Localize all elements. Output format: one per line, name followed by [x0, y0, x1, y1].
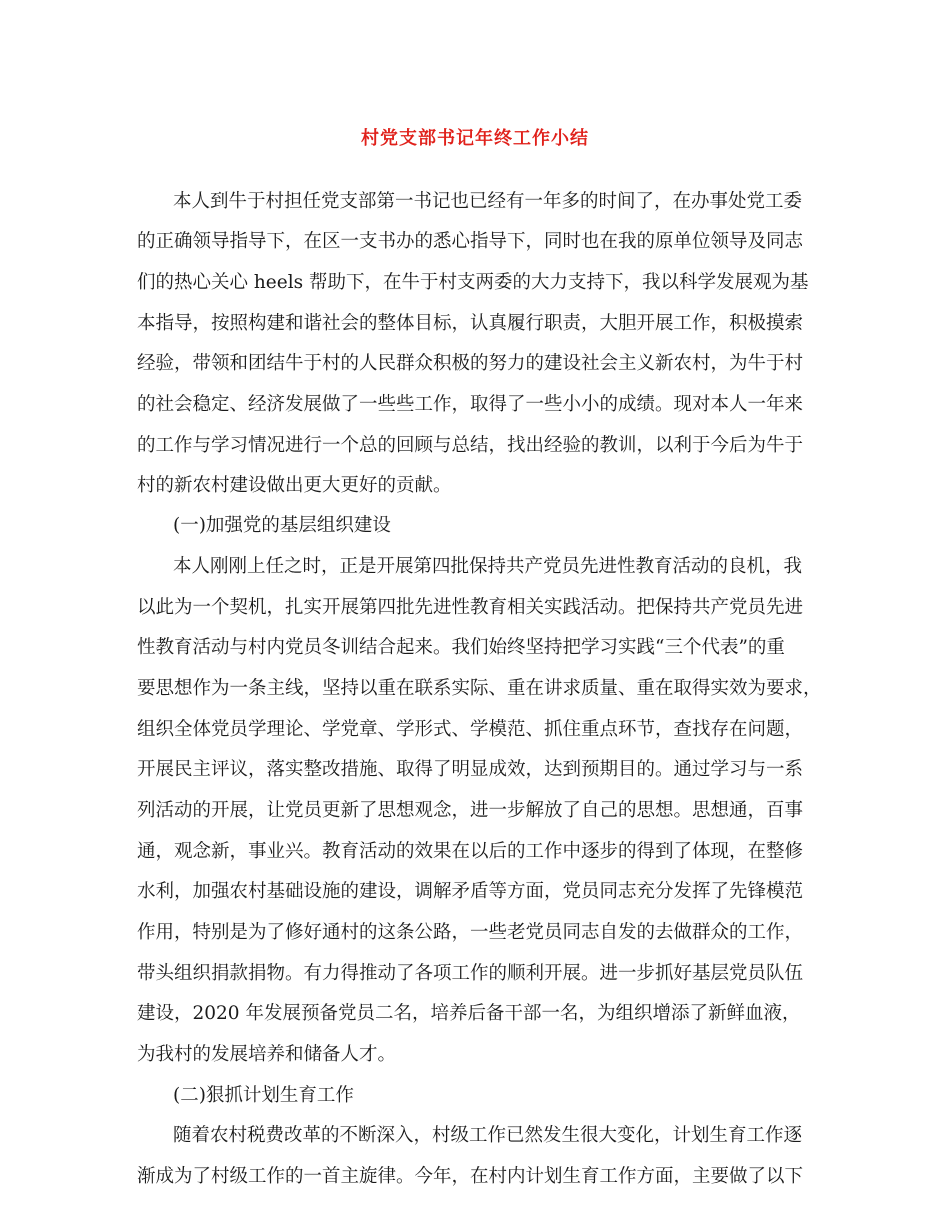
text-line: 经验，带领和团结牛于村的人民群众积极的努力的建设社会主义新农村，为牛于村	[137, 353, 804, 374]
text-line: 的社会稳定、经济发展做了一些些工作，取得了一些小小的成绩。现对本人一年来	[137, 394, 804, 415]
section-heading: (一)加强党的基层组织建设	[173, 515, 391, 536]
text-line: 本人到牛于村担任党支部第一书记也已经有一年多的时间了，在办事处党工委	[173, 191, 803, 212]
text-line: 组织全体党员学理论、学党章、学形式、学模范、抓住重点环节，查找存在问题，	[137, 719, 804, 740]
text-line: 随着农村税费改革的不断深入，村级工作已然发生很大变化，计划生育工作逐	[173, 1125, 803, 1146]
text-line: 要思想作为一条主线，坚持以重在联系实际、重在讲求质量、重在取得实效为要求，	[137, 678, 822, 699]
text-line: 列活动的开展，让党员更新了思想观念，进一步解放了自己的思想。思想通，百事	[137, 800, 804, 821]
text-line: 本指导，按照构建和谐社会的整体目标，认真履行职责，大胆开展工作，积极摸索	[137, 313, 804, 334]
text-line: 为我村的发展培养和储备人才。	[137, 1044, 397, 1065]
text-line: 村的新农村建设做出更大更好的贡献。	[137, 475, 452, 496]
text-line: 渐成为了村级工作的一首主旋律。今年，在村内计划生育工作方面，主要做了以下	[137, 1166, 804, 1187]
text-line: 水利，加强农村基础设施的建设，调解矛盾等方面，党员同志充分发挥了先锋模范	[137, 881, 804, 902]
text-line: 带头组织捐款捐物。有力得推动了各项工作的顺利开展。进一步抓好基层党员队伍	[137, 963, 804, 984]
text-line: 通，观念新，事业兴。教育活动的效果在以后的工作中逐步的得到了体现，在整修	[137, 841, 804, 862]
text-line: 建设，2020 年发展预备党员二名，培养后备干部一名，为组织增添了新鲜血液，	[137, 1003, 801, 1024]
text-line: 本人刚刚上任之时，正是开展第四批保持共产党员先进性教育活动的良机，我	[173, 556, 803, 577]
text-line: 以此为一个契机，扎实开展第四批先进性教育相关实践活动。把保持共产党员先进	[137, 597, 804, 618]
section-heading: (二)狠抓计划生育工作	[173, 1085, 354, 1106]
text-line: 们的热心关心 heels 帮助下，在牛于村支两委的大力支持下，我以科学发展观为基	[137, 272, 809, 293]
text-line: 性教育活动与村内党员冬训结合起来。我们始终坚持把学习实践“三个代表”的重	[137, 637, 785, 658]
text-line: 作用，特别是为了修好通村的这条公路，一些老党员同志自发的去做群众的工作，	[137, 922, 804, 943]
text-line: 的正确领导指导下，在区一支书办的悉心指导下，同时也在我的原单位领导及同志	[137, 231, 804, 252]
text-line: 的工作与学习情况进行一个总的回顾与总结，找出经验的教训，以利于今后为牛于	[137, 435, 804, 456]
document-title: 村党支部书记年终工作小结	[361, 128, 589, 149]
text-line: 开展民主评议，落实整改措施、取得了明显成效，达到预期目的。通过学习与一系	[137, 759, 804, 780]
